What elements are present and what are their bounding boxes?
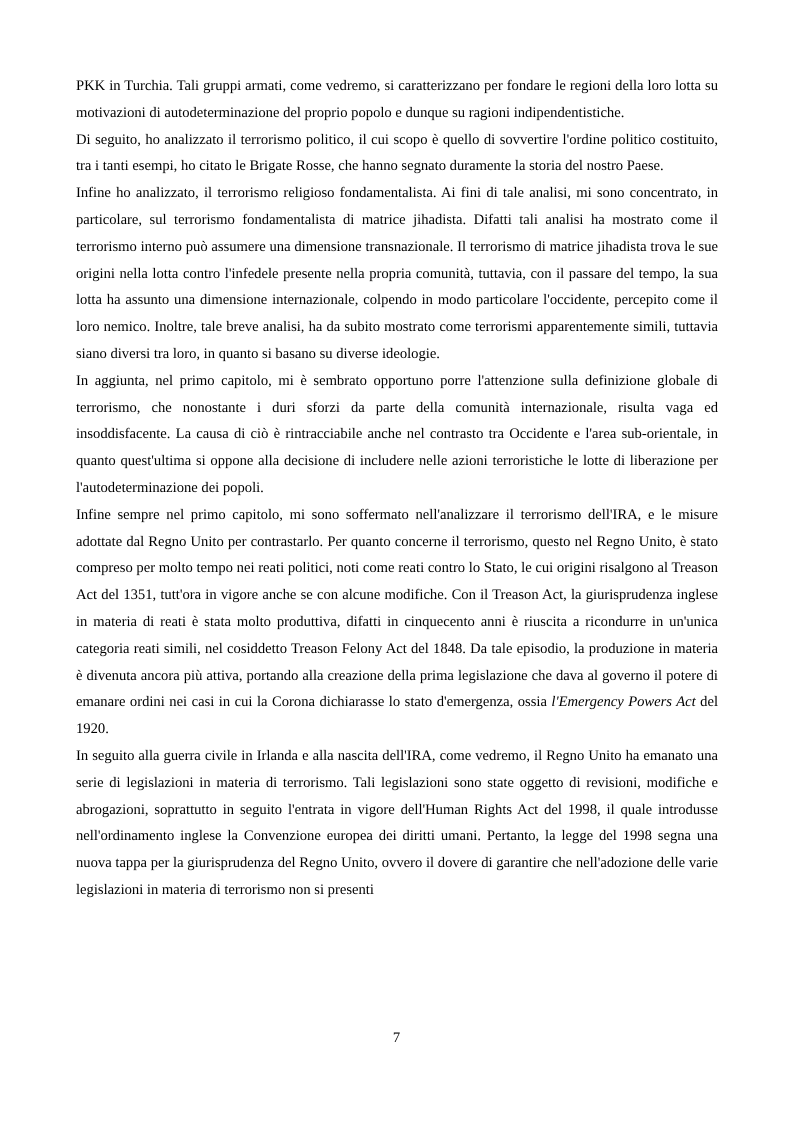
page-number: 7 (392, 1030, 401, 1046)
paragraph-1: PKK in Turchia. Tali gruppi armati, come vedremo, si caratterizzano per fondare le regioni della loro lotta su motivazioni di autodeterminazione del proprio popolo e dunque su ragioni indipendentistiche. (76, 78, 718, 121)
paragraph-5-end: del 1920. (76, 694, 719, 738)
act-title-italic: l'Emergency Powers Act (551, 694, 696, 711)
paragraph-2: Di seguito, ho analizzato il terrorismo politico, il cui scopo è quello di sovvertire l'ordine politico costituito, tra i tanti esempi, ho citato le Brigate Rosse, che hanno segnato duramente la storia del nostro Paese. (76, 131, 718, 175)
paragraph-6: In seguito alla guerra civile in Irlanda e alla nascita dell'IRA, come vedremo, il Regno Unito ha emanato una serie di legislazioni in materia di terrorismo. Tali legislazioni sono state oggetto di revisioni, modifiche e abrogazioni, soprattutto in seguito l'entrata in vigore dell'Human Rights Act del 1998, il quale introdusse nell'ordinamento inglese la Convenzione europea dei diritti umani. Pertanto, la legge del 1998 segna una nuova tappa per la giurisprudenza del Regno Unito, ovvero il dovere di garantire che nell'adozione delle varie legislazioni in materia di terrorismo non si presenti (76, 747, 718, 898)
body-text (76, 73, 718, 904)
paragraph-5-text: Infine sempre nel primo capitolo, mi sono soffermato nell'analizzare il terrorismo dell'IRA, e le misure adottate dal Regno Unito per contrastarlo. Per quanto concerne il terrorismo, questo nel Regno Unito, è stato compreso per molto tempo nei reati politici, noti come reati contro lo Stato, le cui origini risalgono al Treason Act del 1351, tutt'ora in vigore anche se con alcune modifiche. Con il Treason Act, la giurisprudenza inglese in materia di reati è stata molto produttiva, difatti in cinquecento anni è riuscita a ricondurre in un'unica categoria reati simili, nel cosiddetto Treason Felony Act del 1848. Da tale episodio, la produzione in materia è divenuta ancora più attiva, portando alla creazione della prima legislazione che dava al governo il potere di emanare ordini nei casi in cui la Corona dichiarasse lo stato d'emergenza, ossia (76, 506, 718, 711)
paragraph-3: Infine ho analizzato, il terrorismo religioso fondamentalista. Ai fini di tale analisi, mi sono concentrato, in particolare, sul terrorismo fondamentalista di matrice jihadista. Difatti tali analisi ha mostrato come il terrorismo interno può assumere una dimensione transnazionale. Il terrorismo di matrice jihadista trova le sue origini nella lotta contro l'infedele presente nella propria comunità, tuttavia, con il passare del tempo, la sua lotta ha assunto una dimensione internazionale, colpendo in modo particolare l'occidente, percepito come il loro nemico. Inoltre, tale breve analisi, ha da subito mostrato come terrorismi apparentemente simili, tuttavia siano diversi tra loro, in quanto si basano su diverse ideologie. (76, 185, 718, 362)
paragraph-4: In aggiunta, nel primo capitolo, mi è sembrato opportuno porre l'attenzione sulla definizione globale di terrorismo, che nonostante i duri sforzi da parte della comunità internazionale, risulta vaga ed insoddisfacente. La causa di ciò è rintracciabile anche nel contrasto tra Occidente e l'area sub-orientale, in quanto quest'ultima si oppone alla decisione di includere nelle azioni terroristiche le lotte di liberazione per l'autodeterminazione dei popoli. (76, 372, 718, 496)
paragraph-5 (76, 502, 718, 743)
